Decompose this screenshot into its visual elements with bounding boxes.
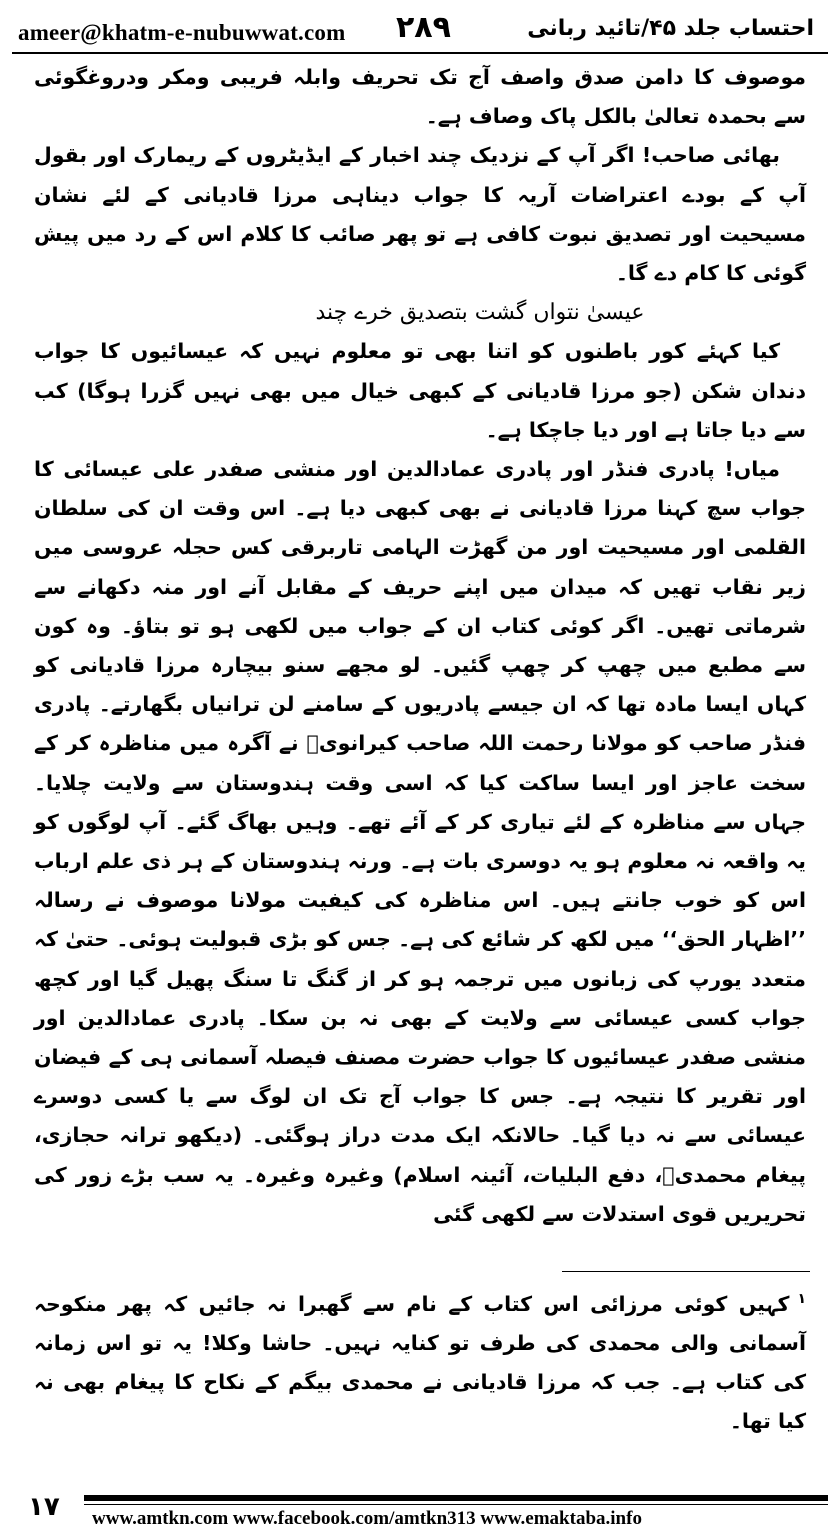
- main-text: [34, 58, 806, 1234]
- paragraph-2: بھائی صاحب! اگر آپ کے نزدیک چند اخبار کے ایڈیٹروں کے ریمارک اور بقول آپ کے بودے اعتراضات آریہ کا جواب دیناہی مرزا قادیانی کے لئے نشان مسیحیت اور تصدیق نبوت کافی ہے تو پھر صائب کا کلام اس کے رد میں پیش گوئی کا کام دے گا۔: [34, 143, 806, 286]
- footer-page-number: ۱۷: [28, 1492, 60, 1522]
- verse-line: عیسیٰ نتواں گشت بتصدیق خرے چند: [315, 300, 645, 326]
- footer-thick-rule: [84, 1495, 828, 1501]
- footnote-text: کہیں کوئی مرزائی اس کتاب کے نام سے گھبرا نہ جائیں کہ پھر منکوحہ آسمانی والی محمدی کی طرف تو کنایہ نہیں۔ حاشا وکلا! یہ تو اس زمانہ کی کتاب ہے۔ جب کہ مرزا قادیانی نے محمدی بیگم کے نکاح کا پیغام بھی نہ کیا تھا۔: [34, 1291, 806, 1433]
- page-footer: [12, 1492, 828, 1532]
- page-header: [12, 8, 828, 48]
- header-rule: [12, 52, 828, 54]
- footnote-rule: [562, 1271, 810, 1272]
- footnote: [34, 1280, 806, 1441]
- footnote-marker: ۱: [797, 1291, 806, 1307]
- footer-links: www.amtkn.com www.facebook.com/amtkn313 www.emaktaba.info: [92, 1508, 642, 1529]
- paragraph-4: میاں! پادری فنڈر اور پادری عمادالدین اور منشی صفدر علی عیسائی کا جواب سچ کہنا مرزا قادیانی نے بھی کبھی دیا ہے۔ اس وقت ان کی سلطان القلمی اور مسیحیت اور من گھڑت الہامی تاربرقی کس حجلہ عروسی میں زیر نقاب تھیں کہ میدان میں اپنے حریف کے مقابل آنے اور منہ دکھانے سے شرماتی تھیں۔ اگر کوئی کتاب ان کے جواب میں لکھی ہو تو بتاؤ۔ وہ کون سے مطبع میں چھپ کر چھپ گئیں۔ لو مجھے سنو بیچارہ مرزا قادیانی کو کہاں ایسا مادہ تھا کہ ان جیسے پادریوں کے سامنے لن ترانیاں بگھارتے۔ پادری فنڈر صاحب کو مولانا رحمت اللہ صاحب کیرانویؒ نے آگرہ میں مناظرہ کر کے سخت عاجز اور ایسا ساکت کیا کہ اسی وقت ہندوستان سے ولایت چلایا۔ جہاں سے مناظرہ کے لئے تیاری کر کے آئے تھے۔ وہیں بھاگ گئے۔ آپ لوگوں کو یہ واقعہ نہ معلوم ہو یہ دوسری بات ہے۔ ورنہ ہندوستان کے ہر ذی علم ارباب اس کو خوب جانتے ہیں۔ اس مناظرہ کی کیفیت مولانا موصوف نے رسالہ ’’اظہار الحق‘‘ میں لکھ کر شائع کی ہے۔ جس کو بڑی قبولیت ہوئی۔ حتیٰ کہ متعدد یورپ کی زبانوں میں ترجمہ ہو کر از گنگ تا سنگ پھیل گیا اور کچھ جواب کسی عیسائی سے ولایت کے بھی نہ بن سکا۔ پادری عمادالدین اور منشی صفدر عیسائیوں کا جواب حضرت مصنف فیصلہ آسمانی ہی کے فیضان اور تقریر کا نتیجہ ہے۔ جس کا جواب آج تک ان لوگ سے یا کسی دوسرے عیسائی سے نہ دیا گیا۔ حالانکہ ایک مدت دراز ہوگئی۔ (دیکھو ترانہ حجازی، پیغام محمدیؐ، دفع البلیات، آئینہ اسلام) وغیرہ وغیرہ۔ یہ سب بڑے زور کی تحریریں قوی استدلات سے لکھی گئی: [34, 457, 806, 1226]
- paragraph-1: موصوف کا دامن صدق واصف آج تک تحریف وابلہ فریبی ومکر ودروغگوئی سے بحمدہ تعالیٰ بالکل پاک وصاف ہے۔: [34, 65, 806, 129]
- header-running-title: احتساب جلد ۴۵/تائید ربانی: [527, 16, 814, 41]
- header-email: ameer@khatm-e-nubuwwat.com: [18, 20, 346, 45]
- footer-thin-rule: [84, 1504, 828, 1505]
- header-page-number: ۲۸۹: [396, 10, 451, 45]
- paragraph-3: کیا کہئے کور باطنوں کو اتنا بھی تو معلوم نہیں کہ عیسائیوں کا جواب دندان شکن (جو مرزا قادیانی کے کبھی خیال میں بھی نہیں گزرا ہوگا) کب سے دیا جاتا ہے اور دیا جاچکا ہے۔: [34, 339, 806, 442]
